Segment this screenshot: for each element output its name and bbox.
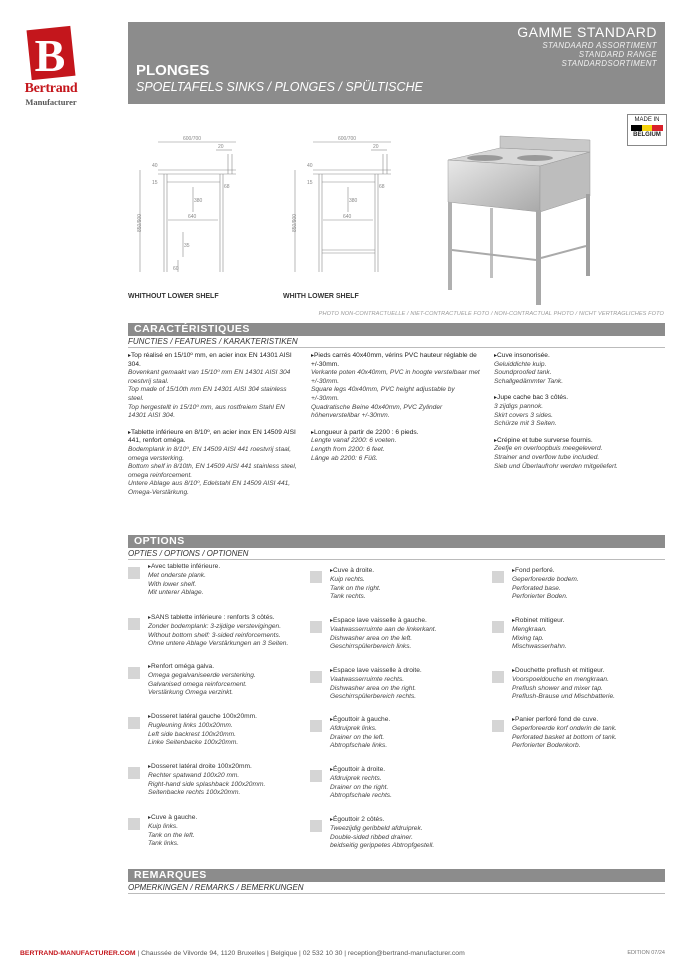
- remarks-subtitle: OPMERKINGEN / REMARKS / BEMERKUNGEN: [128, 883, 304, 892]
- header-band: [128, 22, 665, 104]
- feature-item: ▸ Crépine et tube surverse fournis. Zeefje en overloopbuis meegeleverd. Strainer and overflow tube included. Sieb und Überlaufrohr werden mitgeliefert.: [494, 437, 666, 471]
- gamme-line-en: STANDARD RANGE: [578, 50, 657, 59]
- svg-text:B: B: [34, 30, 66, 80]
- option-checkbox[interactable]: [492, 720, 504, 732]
- drawing-with-shelf: [283, 132, 403, 287]
- option-checkbox[interactable]: [128, 767, 140, 779]
- svg-text:850/900: 850/900: [292, 213, 298, 232]
- option-checkbox[interactable]: [310, 820, 322, 832]
- svg-text:600/700: 600/700: [183, 136, 202, 142]
- drawing-without-shelf: [128, 132, 248, 287]
- svg-text:380: 380: [349, 198, 358, 204]
- footer: [20, 950, 665, 957]
- svg-text:68: 68: [379, 184, 385, 190]
- features-bar: CARACTÉRISTIQUES: [128, 323, 665, 336]
- options-bar: OPTIONS: [128, 535, 665, 548]
- option-checkbox[interactable]: [128, 818, 140, 830]
- option-checkbox[interactable]: [128, 618, 140, 630]
- gamme-title: GAMME STANDARD: [517, 24, 657, 40]
- drawing-caption-right: WHITH LOWER SHELF: [283, 293, 359, 300]
- footer-website-link[interactable]: BERTRAND-MANUFACTURER.COM: [20, 950, 136, 957]
- edition-label: EDITION 07/24: [627, 950, 665, 956]
- gamme-line-de: STANDARDSORTIMENT: [561, 59, 657, 68]
- feature-item: ▸ Cuve insonorisée. Geluiddichte kuip. Soundproofed tank. Schallgedämmter Tank.: [494, 352, 666, 386]
- svg-text:60: 60: [173, 266, 179, 272]
- svg-text:20: 20: [373, 144, 379, 150]
- features-subtitle: FUNCTIES / FEATURES / KARAKTERISTIKEN: [128, 337, 298, 346]
- feature-item: ▸ Longueur à partir de 2200 : 6 pieds. Lengte vanaf 2200: 6 voeten. Length from 2200: 6 feet. Länge ab 2200: 6 Füß.: [311, 429, 483, 463]
- svg-text:40: 40: [152, 163, 158, 169]
- made-in-country: BELGIUM: [633, 132, 661, 138]
- svg-text:68: 68: [224, 184, 230, 190]
- option-checkbox[interactable]: [492, 671, 504, 683]
- logo-b-icon: [21, 24, 77, 80]
- svg-text:640: 640: [188, 214, 197, 220]
- svg-text:15: 15: [307, 180, 313, 186]
- option-checkbox[interactable]: [310, 770, 322, 782]
- option-checkbox[interactable]: [310, 621, 322, 633]
- page-subtitle: SPOELTAFELS SINKS / PLONGES / SPÜLTISCHE: [136, 80, 423, 94]
- features-rule: [128, 347, 665, 348]
- logo-sub: Manufacturer: [25, 97, 77, 107]
- svg-text:380: 380: [194, 198, 203, 204]
- options-subtitle: OPTIES / OPTIONS / OPTIONEN: [128, 549, 249, 558]
- feature-item: ▸ Top réalisé en 15/10º mm, en acier inox EN 14301 AISI 304. Bovenkant gemaakt van 15/10º mm EN 14301 AISI 304 roestvrij staal. Top made of 15/10th mm EN 14301 AISI 304 stainless steel. Top hergestellt in 15/10º mm, aus rostfreiem Stahl EN 14301 AISI 304.: [128, 352, 298, 421]
- svg-text:15: 15: [152, 180, 158, 186]
- bertrand-logo: [16, 24, 86, 106]
- feature-item: ▸ Pieds carrés 40x40mm, vérins PVC hauteur réglable de +/-30mm. Verkante poten 40x40mm, PVC in hoogte verstelbaar met +/-30mm. Square legs 40x40mm, PVC height adjustable by +/-30mm. Quadratische Beine 40x40mm, PVC Zylinder höhenverstellbar +/-30mm.: [311, 352, 483, 421]
- option-checkbox[interactable]: [128, 667, 140, 679]
- footer-contact: | Chaussée de Vilvorde 94, 1120 Bruxelles | Belgique | 02 532 10 30 | reception@bertrand-manufacturer.com: [135, 950, 465, 957]
- page-title: PLONGES: [136, 62, 210, 79]
- made-in-label: MADE IN: [634, 117, 660, 123]
- svg-text:40: 40: [307, 163, 313, 169]
- gamme-line-nl: STANDAARD ASSORTIMENT: [542, 41, 657, 50]
- feature-item: ▸ Jupe cache bac 3 côtés. 3 zijdigs pannok. Skirt covers 3 sides. Schürze mit 3 Seiten.: [494, 394, 666, 428]
- option-checkbox[interactable]: [310, 671, 322, 683]
- sink-photo: [430, 130, 670, 310]
- svg-text:600/700: 600/700: [338, 136, 357, 142]
- option-checkbox[interactable]: [128, 717, 140, 729]
- feature-item: ▸ Tablette inférieure en 8/10º, en acier inox EN 14509 AISI 441, renfort oméga. Bodemplank in 8/10º, EN 14509 AISI 441 roestvrij staal, omega versterking. Bottom shelf in 8/10th, EN 14509 AISI 441 stainless steel, omega reinforcement. Untere Ablage aus 8/10º, Edelstahl EN 14509 AISI 441, Omega-Verstärkung.: [128, 429, 298, 498]
- photo-disclaimer: PHOTO NON-CONTRACTUELLE / NIET-CONTRACTUELE FOTO / NON-CONTRACTUAL PHOTO / NICHT VERTRAGLICHES FOTO: [318, 311, 664, 317]
- options-rule: [128, 559, 665, 560]
- option-checkbox[interactable]: [310, 720, 322, 732]
- drawing-caption-left: WHITHOUT LOWER SHELF: [128, 293, 219, 300]
- option-checkbox[interactable]: [310, 571, 322, 583]
- features-col-3: [494, 352, 666, 471]
- svg-text:35: 35: [184, 243, 190, 249]
- svg-text:20: 20: [218, 144, 224, 150]
- features-col-1: [128, 352, 298, 498]
- remarks-bar: REMARQUES: [128, 869, 665, 882]
- remarks-rule: [128, 893, 665, 894]
- option-checkbox[interactable]: [128, 567, 140, 579]
- option-checkbox[interactable]: [492, 571, 504, 583]
- option-checkbox[interactable]: [492, 621, 504, 633]
- svg-text:850/900: 850/900: [137, 213, 143, 232]
- features-col-2: [311, 352, 483, 463]
- svg-text:640: 640: [343, 214, 352, 220]
- logo-name: Bertrand: [24, 81, 78, 96]
